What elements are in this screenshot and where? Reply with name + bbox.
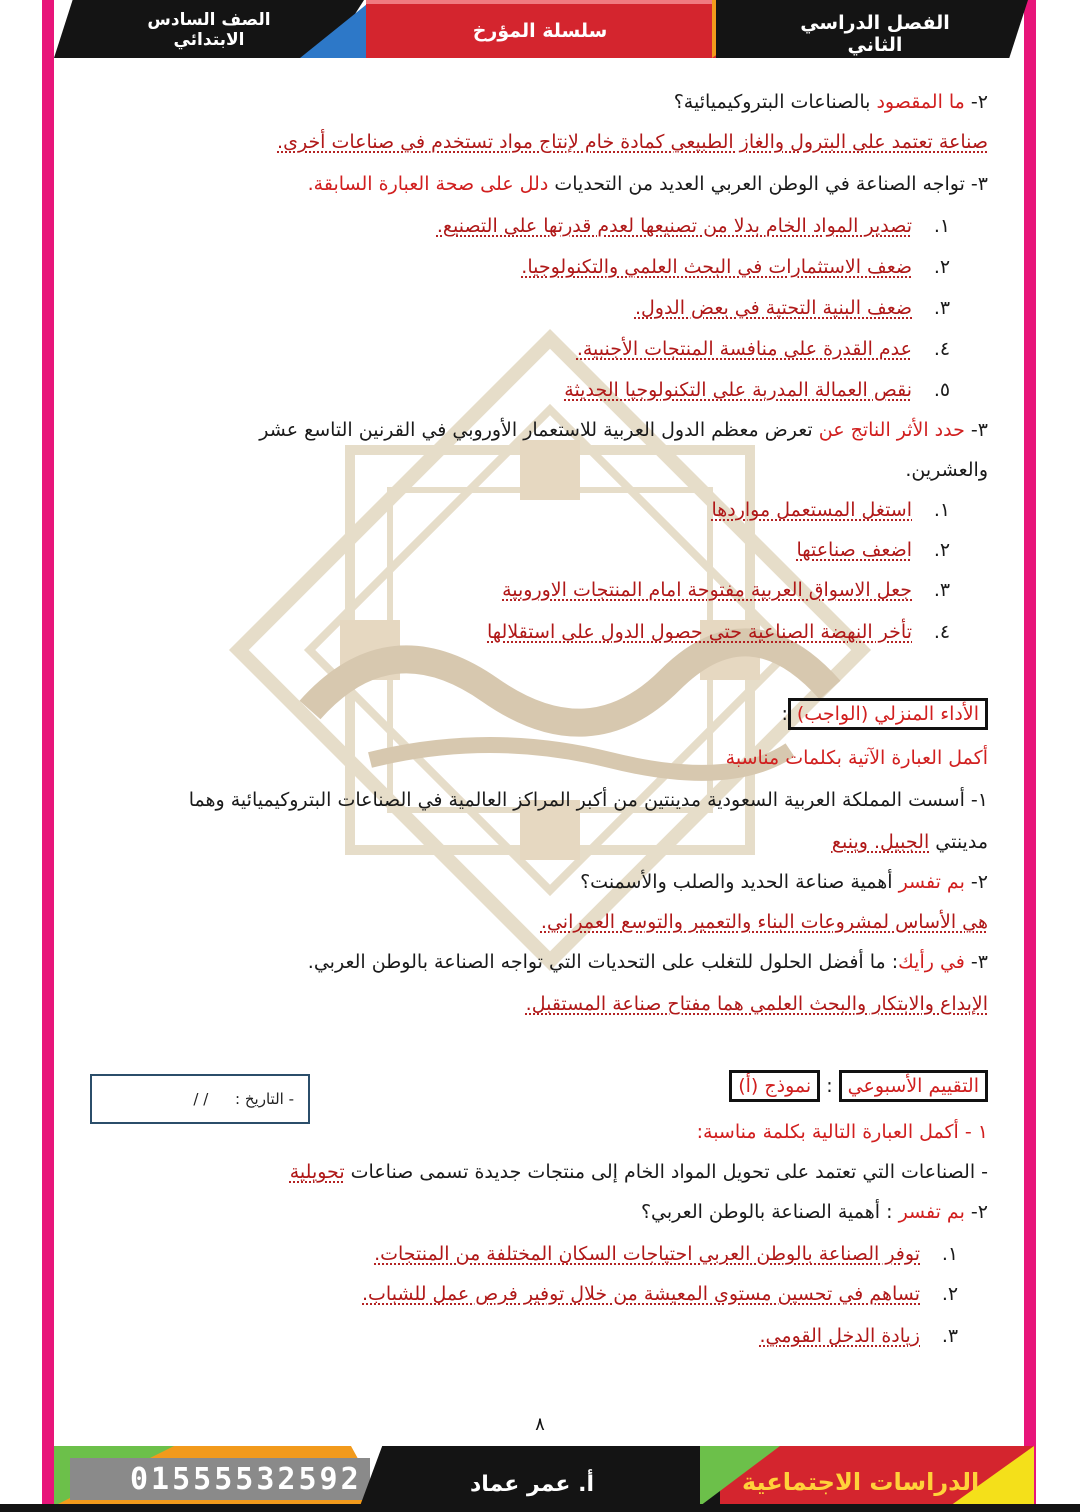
question-3 — [308, 170, 988, 198]
weekly-separator: : — [820, 1075, 839, 1097]
q4-keyword: حدد الأثر الناتج عن — [818, 419, 965, 441]
list-item — [521, 253, 954, 281]
q2-keyword: ما المقصود — [876, 91, 965, 113]
list-number: ٤. — [933, 621, 951, 643]
weekly-q2-text: : أهمية الصناعة بالوطن العربي؟ — [640, 1201, 899, 1223]
weekly-q2-keyword: بم تفسر — [898, 1201, 965, 1223]
q3-number: ٣- — [964, 173, 988, 195]
list-item — [577, 335, 954, 363]
homework-q1-text: مدينتي — [929, 831, 988, 853]
page-header — [0, 0, 1080, 62]
homework-q2-keyword: بم تفسر — [898, 871, 965, 893]
homework-q3-keyword: في رأيك — [898, 951, 965, 973]
homework-q3-number: ٣- — [964, 951, 988, 973]
list-item — [635, 294, 954, 322]
footer-subject: الدراسات الاجتماعية — [742, 1468, 980, 1496]
weekly-q1-text: - الصناعات التي تعتمد على تحويل المواد الخام إلى منتجات جديدة تسمى صناعات — [344, 1161, 988, 1183]
q3-keyword: دلل على صحة العبارة السابقة. — [307, 173, 549, 195]
list-text: عدم القدرة على منافسة المنتجات الأجنبية. — [576, 338, 912, 360]
q2-text: بالصناعات البتروكيميائية؟ — [673, 91, 877, 113]
list-item — [487, 618, 954, 646]
weekly-heading — [729, 1072, 988, 1100]
homework-colon: : — [781, 703, 788, 725]
footer-teacher: أ. عمر عماد — [470, 1472, 595, 1497]
question-2 — [674, 88, 988, 116]
list-number: ٣. — [933, 297, 951, 319]
list-text: تأخر النهضة الصناعية حتى حصول الدول على استقلالها — [487, 621, 912, 643]
list-text: ضعف الاستثمارات في البحث العلمي والتكنولوجيا. — [521, 256, 912, 278]
list-number: ٤. — [933, 338, 951, 360]
weekly-title: التقييم الأسبوعي — [839, 1070, 988, 1102]
homework-q2 — [580, 868, 988, 896]
list-text: استغل المستعمل مواردها — [711, 499, 912, 521]
page-border-left — [42, 0, 54, 1512]
homework-subtitle: أكمل العبارة الآتية بكلمات مناسبة — [725, 747, 988, 769]
list-number: ٢. — [941, 1283, 959, 1305]
list-text: زيادة الدخل القومي. — [759, 1325, 920, 1347]
weekly-model: نموذج (أ) — [729, 1070, 820, 1102]
list-text: توفر الصناعة بالوطن العربي احتياجات السكان المختلفة من المنتجات. — [374, 1243, 920, 1265]
weekly-q2 — [641, 1198, 988, 1226]
header-term: الفصل الدراسي الثاني — [800, 12, 950, 56]
homework-q2-answer: هي الأساس لمشروعات البناء والتعمير والتوسع العمراني. — [540, 911, 988, 933]
header-grade: الصف السادس الابتدائي — [147, 10, 271, 50]
list-item — [437, 212, 954, 240]
homework-q3-text: : ما أفضل الحلول للتغلب على التحديات التي تواجه الصناعة بالوطن العربي. — [307, 951, 899, 973]
weekly-q1 — [290, 1158, 988, 1186]
list-item — [502, 576, 954, 604]
list-item — [760, 1322, 962, 1350]
list-text: اضعف صناعتها — [796, 539, 912, 561]
weekly-q2-number: ٢- — [964, 1201, 988, 1223]
page-footer — [0, 1446, 1080, 1512]
homework-q3-answer: الإبداع والابتكار والبحث العلمي هما مفتاح صناعة المستقبل. — [525, 993, 988, 1015]
list-text: تساهم في تحسين مستوى المعيشة من خلال توفير فرص عمل للشباب. — [362, 1283, 920, 1305]
list-text: جعل الاسواق العربية مفتوحة امام المنتجات الاوروبية — [502, 579, 912, 601]
date-value: / / — [193, 1090, 209, 1108]
homework-q1-answer: الجبيل. وينبع — [831, 831, 930, 853]
q4-text: تعرض معظم الدول العربية للاستعمار الأوروبي في القرنين التاسع عشر — [259, 419, 819, 441]
homework-q2-number: ٢- — [964, 871, 988, 893]
header-series: سلسلة المؤرخ — [472, 20, 608, 42]
homework-heading — [781, 700, 988, 728]
q3-text: تواجه الصناعة في الوطن العربي العديد من التحديات — [548, 173, 965, 195]
list-text: نقص العمالة المدربة على التكنولوجيا الحديثة — [564, 379, 912, 401]
q2-answer: صناعة تعتمد على البترول والغاز الطبيعي كمادة خام لإنتاج مواد تستخدم في صناعات أخرى. — [277, 131, 988, 153]
q2-number: ٢- — [964, 91, 988, 113]
list-number: ١. — [941, 1243, 959, 1265]
page-border-right — [1024, 0, 1036, 1512]
list-item — [374, 1240, 962, 1268]
homework-q1: ١- أسست المملكة العربية السعودية مدينتين من أكبر المراكز العالمية في الصناعات البتروكيميائية وهما — [188, 789, 988, 811]
weekly-q1-answer: تحويلية — [289, 1161, 345, 1183]
list-number: ٥. — [933, 379, 951, 401]
homework-q2-text: أهمية صناعة الحديد والصلب والأسمنت؟ — [580, 871, 899, 893]
homework-q1-continued — [832, 828, 988, 856]
list-number: ٢. — [933, 539, 951, 561]
list-number: ١. — [933, 499, 951, 521]
list-item — [796, 536, 954, 564]
footer-phone: 01555532592 — [130, 1462, 362, 1497]
page-number: ٨ — [535, 1414, 545, 1435]
homework-title: الأداء المنزلي (الواجب) — [788, 698, 988, 730]
homework-q3 — [308, 948, 988, 976]
list-text: تصدير المواد الخام بدلا من تصنيعها لعدم قدرتها على التصنيع. — [436, 215, 912, 237]
footer-bottom-bar — [0, 1504, 1080, 1512]
list-number: ٣. — [933, 579, 951, 601]
q4-number: ٣- — [964, 419, 988, 441]
weekly-q1-title — [697, 1118, 988, 1146]
list-item — [711, 496, 954, 524]
date-field[interactable] — [90, 1074, 310, 1124]
list-number: ٣. — [941, 1325, 959, 1347]
list-text: ضعف البنية التحتية في بعض الدول. — [634, 297, 912, 319]
weekly-q1-title-text: ١ - أكمل العبارة التالية بكلمة مناسبة: — [696, 1121, 988, 1143]
date-label: - التاريخ : — [235, 1090, 294, 1108]
list-number: ٢. — [933, 256, 951, 278]
list-number: ١. — [933, 215, 951, 237]
question-4 — [259, 416, 988, 444]
list-item — [362, 1280, 962, 1308]
list-item — [564, 376, 954, 404]
q4-text-continued: والعشرين. — [905, 459, 988, 481]
